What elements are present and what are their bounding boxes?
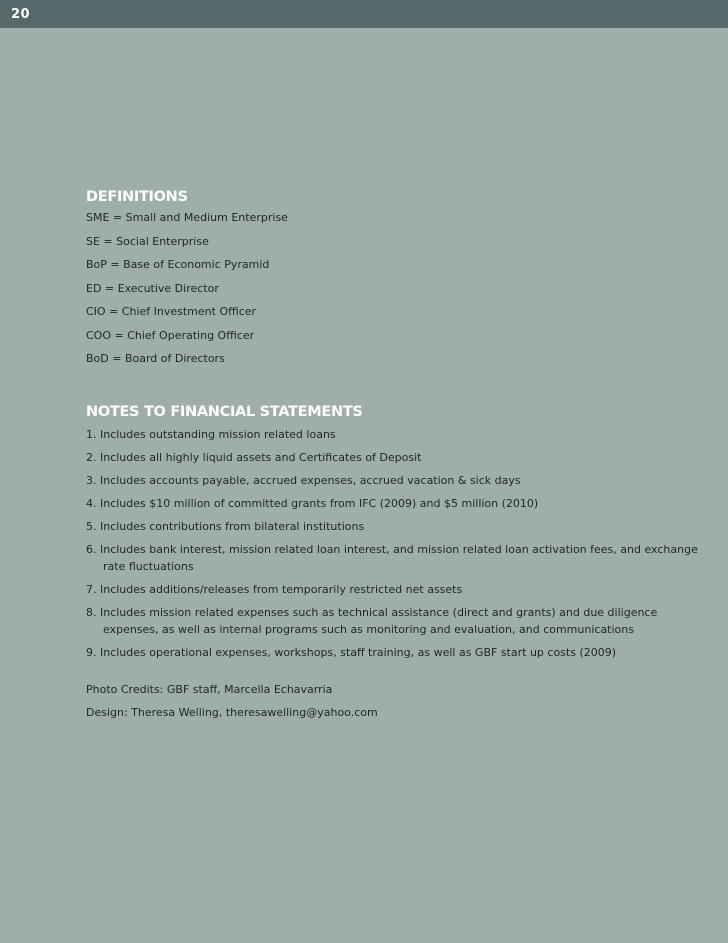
note-text: 1. Includes outstanding mission related loans <box>86 427 336 441</box>
note-item <box>86 518 686 535</box>
note-text: 3. Includes accounts payable, accrued expenses, accrued vacation & sick days <box>86 473 521 487</box>
note-item <box>86 644 686 661</box>
definition-item: CIO = Chief Investment Officer <box>86 305 257 318</box>
note-item <box>86 472 686 489</box>
note-text: 5. Includes contributions from bilateral institutions <box>86 519 365 533</box>
definition-item: BoP = Base of Economic Pyramid <box>86 258 270 271</box>
credits <box>86 683 686 730</box>
note-text: 8. Includes mission related expenses such as technical assistance (direct and grants) and due diligence <box>86 605 658 619</box>
note-item <box>86 581 686 598</box>
note-item <box>86 426 686 443</box>
definition-item: SME = Small and Medium Enterprise <box>86 211 288 224</box>
definition-item: COO = Chief Operating Officer <box>86 328 255 342</box>
definitions-heading: DEFINITIONS <box>86 189 188 205</box>
definitions-list <box>86 211 686 376</box>
design-credits: Design: Theresa Welling, theresawelling@yahoo.com <box>86 706 378 719</box>
definition-item: SE = Social Enterprise <box>86 234 209 248</box>
photo-credits: Photo Credits: GBF staff, Marcella Echavarria <box>86 682 333 696</box>
note-item <box>86 541 698 575</box>
definition-item: BoD = Board of Directors <box>86 352 225 365</box>
note-text: 9. Includes operational expenses, workshops, staff training, as well as GBF start up costs (2009) <box>86 645 617 659</box>
note-item <box>86 495 686 512</box>
note-continuation: rate fluctuations <box>103 559 194 573</box>
note-text: 2. Includes all highly liquid assets and Certificates of Deposit <box>86 450 422 464</box>
content <box>86 187 698 730</box>
page-number: 20 <box>11 7 31 22</box>
note-text: 4. Includes $10 million of committed grants from IFC (2009) and $5 million (2010) <box>86 496 539 510</box>
header-bar <box>0 0 728 28</box>
note-text: 7. Includes additions/releases from temporarily restricted net assets <box>86 582 463 596</box>
notes-heading: NOTES TO FINANCIAL STATEMENTS <box>86 403 363 420</box>
note-item <box>86 604 686 638</box>
note-continuation: expenses, as well as internal programs such as monitoring and evaluation, and communications <box>103 622 634 636</box>
note-item <box>86 449 686 466</box>
note-text: 6. Includes bank interest, mission related loan interest, and mission related loan activation fees, and exchange <box>86 542 698 556</box>
definition-item: ED = Executive Director <box>86 281 219 295</box>
notes-list <box>86 426 698 661</box>
